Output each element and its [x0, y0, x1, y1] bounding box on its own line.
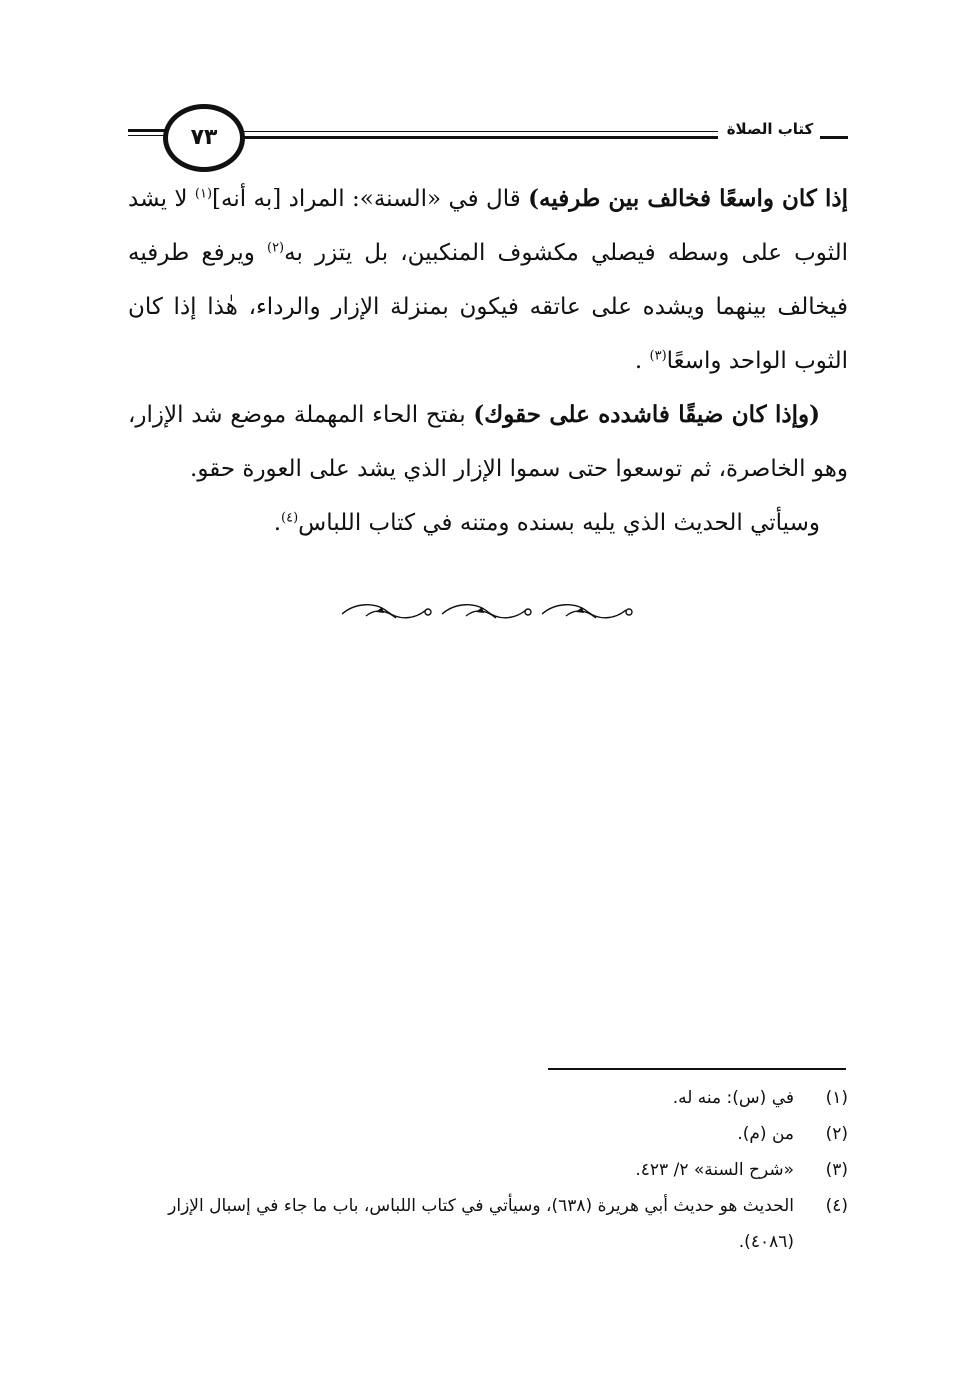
running-title: كتاب الصلاة — [726, 120, 814, 138]
header-rule-center — [232, 136, 718, 139]
bold-lead-2: (وإذا كان ضيقًا فاشدده على حقوك) — [473, 401, 820, 428]
footnote-number: (٢) — [825, 1124, 848, 1144]
footnote-ref-3[interactable]: (٣) — [649, 348, 667, 364]
footnote-ref-2[interactable]: (٢) — [266, 240, 285, 256]
text-3-end: . — [273, 510, 282, 536]
text-3: وسيأتي الحديث الذي يليه بسنده ومتنه في كتاب اللباس — [298, 510, 820, 536]
text-2: بفتح الحاء المهملة موضع شد الإزار، وهو الخاصرة، ثم توسعوا حتى سموا الإزار الذي يشد على العورة حقو. — [128, 402, 848, 482]
footnote-text: في (س): منه له. — [672, 1088, 794, 1108]
footnote-number: (٣) — [825, 1160, 848, 1180]
footnote-separator — [548, 1068, 846, 1070]
footnote-1 — [128, 1080, 848, 1116]
page-header — [0, 0, 954, 180]
footnote-ref-4[interactable]: (٤) — [281, 510, 299, 526]
paragraph-3 — [128, 496, 848, 550]
section-divider-ornament — [336, 598, 636, 630]
footnotes — [128, 1080, 848, 1260]
footnote-ref-1[interactable]: (١) — [194, 186, 213, 202]
main-text — [128, 172, 848, 550]
footnote-text: «شرح السنة» ٢/ ٤٢٣. — [635, 1160, 794, 1180]
header-rule-right — [820, 136, 848, 139]
paragraph-1 — [128, 172, 848, 388]
footnote-number: (١) — [825, 1088, 848, 1108]
footnote-text: من (م). — [737, 1124, 794, 1144]
footnote-2 — [128, 1116, 848, 1152]
bold-lead-1: إذا كان واسعًا فخالف بين طرفيه) — [528, 185, 848, 212]
text-1b: لا يشد الثوب على وسطه فيصلي مكشوف المنكبين، بل يتزر به — [128, 186, 848, 266]
header-rule-center-thin — [232, 131, 718, 132]
text-1a: قال في «السنة»: المراد [به أنه] — [212, 186, 529, 212]
page-number-badge: ٧٣ — [163, 104, 245, 172]
footnote-number: (٤) — [825, 1196, 848, 1216]
text-1c: ويرفع طرفيه فيخالف بينهما ويشده على عاتقه فيكون بمنزلة الإزار والرداء، هٰذا إذا كان الثوب الواحد واسعًا — [128, 240, 848, 374]
paragraph-2 — [128, 388, 848, 496]
footnote-3 — [128, 1152, 848, 1188]
footnote-4 — [128, 1188, 848, 1260]
text-1d: . — [634, 348, 650, 374]
footnote-text: الحديث هو حديث أبي هريرة (٦٣٨)، وسيأتي في كتاب اللباس، باب ما جاء في إسبال الإزار (٤٠٨٦). — [168, 1196, 794, 1252]
